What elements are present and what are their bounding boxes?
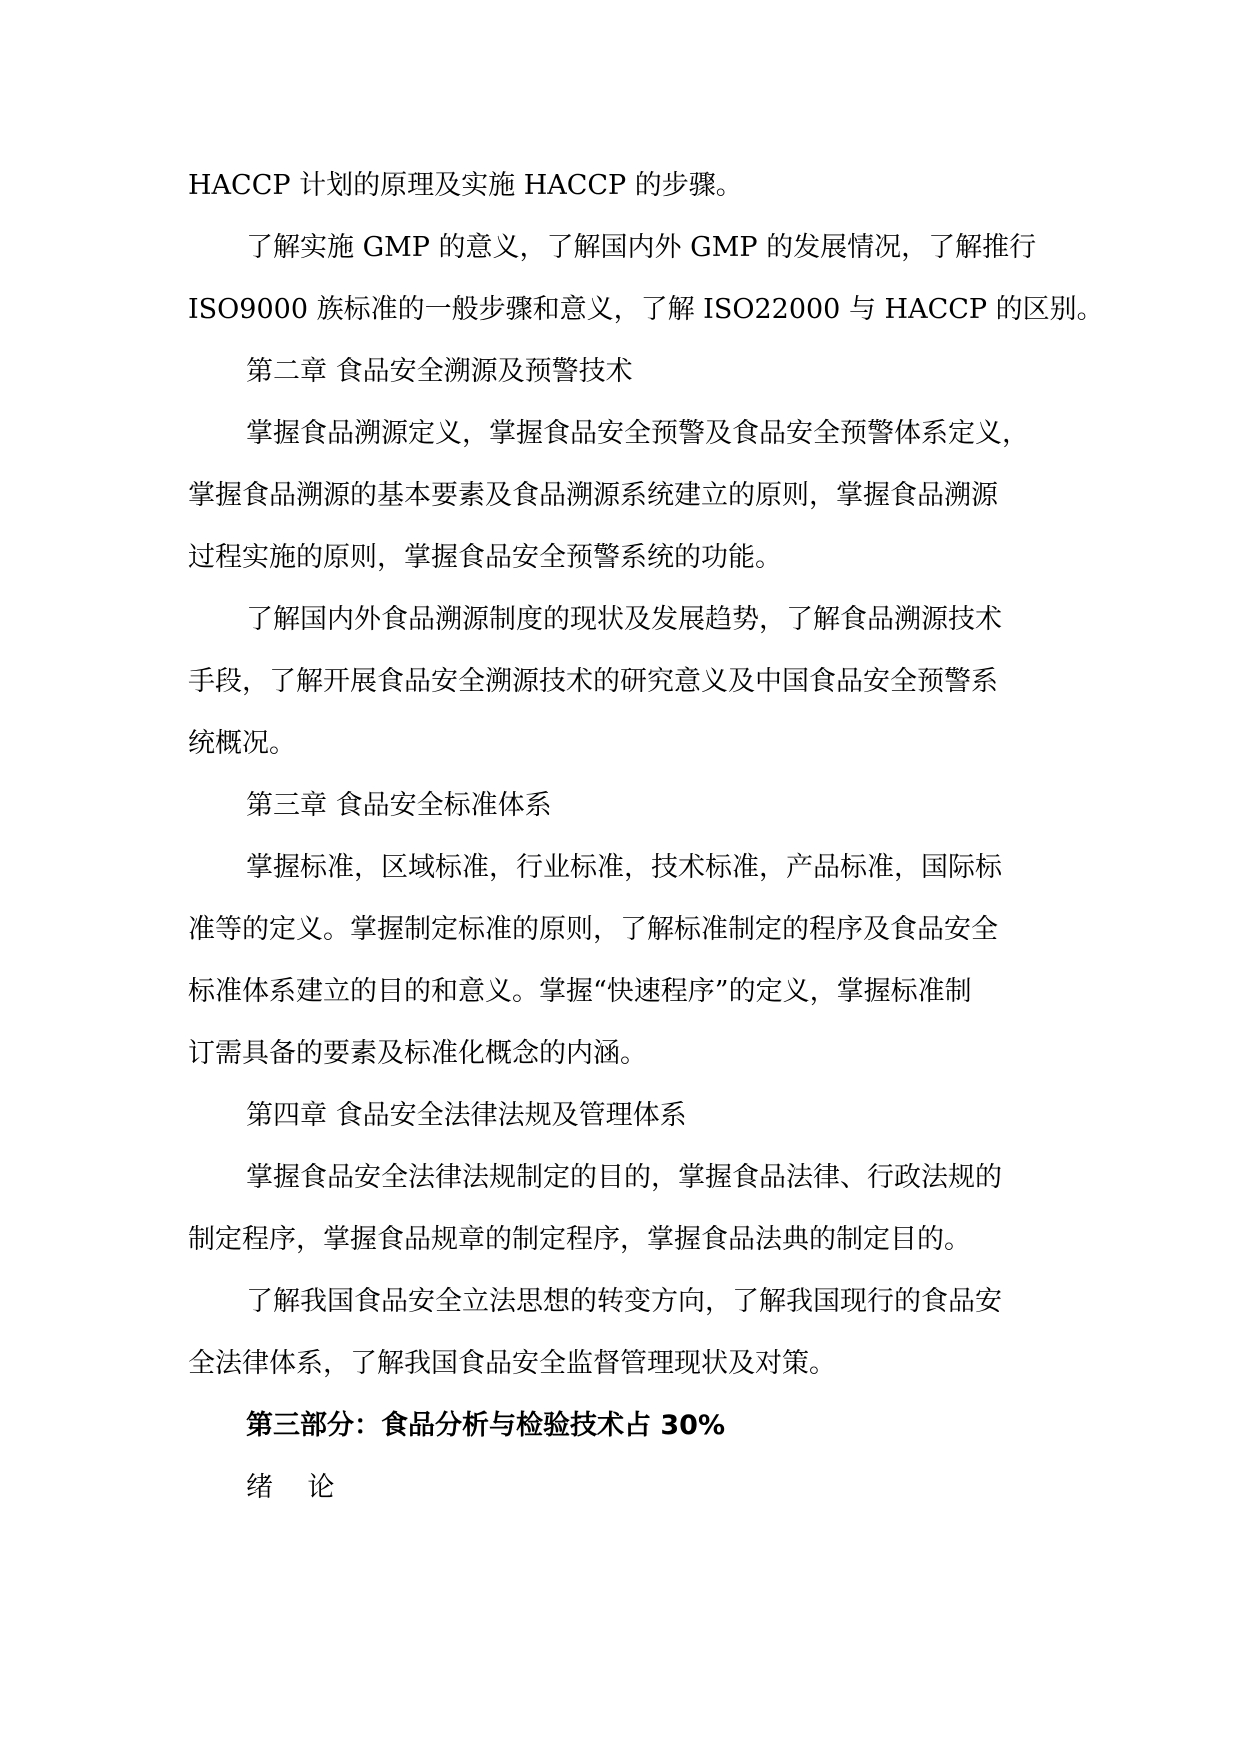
text-line: 了解国内外食品溯源制度的现状及发展趋势，了解食品溯源技术: [246, 604, 1002, 635]
text-line: 掌握食品溯源的基本要素及食品溯源系统建立的原则，掌握食品溯源: [188, 480, 998, 511]
text-line: 掌握标准，区域标准，行业标准，技术标准，产品标准，国际标: [246, 852, 1002, 883]
text-line: 标准体系建立的目的和意义。掌握“快速程序”的定义，掌握标准制: [188, 976, 972, 1007]
chapter-heading: 第二章 食品安全溯源及预警技术: [246, 356, 633, 387]
text-line: 制定程序，掌握食品规章的制定程序，掌握食品法典的制定目的。: [188, 1224, 971, 1255]
text-line: 全法律体系，了解我国食品安全监督管理现状及对策。: [188, 1348, 836, 1379]
text-line: 订需具备的要素及标准化概念的内涵。: [188, 1038, 647, 1069]
part-heading: 第三部分：食品分析与检验技术占 30%: [246, 1410, 726, 1441]
text-line: 掌握食品安全法律法规制定的目的，掌握食品法律、行政法规的: [246, 1162, 1002, 1193]
text-line: HACCP 计划的原理及实施 HACCP 的步骤。: [188, 170, 743, 201]
text-line: 手段，了解开展食品安全溯源技术的研究意义及中国食品安全预警系: [188, 666, 998, 697]
section-heading: 绪 论: [246, 1472, 335, 1503]
text-line: 准等的定义。掌握制定标准的原则，了解标准制定的程序及食品安全: [188, 914, 998, 945]
text-line: 过程实施的原则，掌握食品安全预警系统的功能。: [188, 542, 782, 573]
chapter-heading: 第三章 食品安全标准体系: [246, 790, 552, 821]
text-line: 统概况。: [188, 728, 296, 759]
text-line: 掌握食品溯源定义，掌握食品安全预警及食品安全预警体系定义，: [246, 418, 1029, 449]
chapter-heading: 第四章 食品安全法律法规及管理体系: [246, 1100, 687, 1131]
text-line: 了解实施 GMP 的意义，了解国内外 GMP 的发展情况，了解推行: [246, 232, 1037, 263]
text-line: ISO9000 族标准的一般步骤和意义，了解 ISO22000 与 HACCP 的区别。: [188, 294, 1104, 325]
text-line: 了解我国食品安全立法思想的转变方向，了解我国现行的食品安: [246, 1286, 1002, 1317]
